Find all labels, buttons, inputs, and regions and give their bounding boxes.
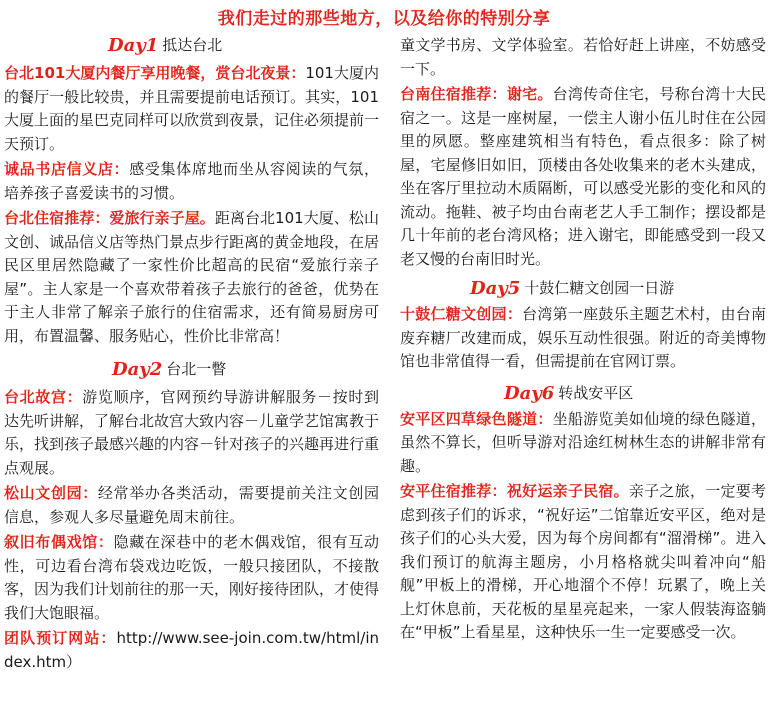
- list-item: [4, 531, 379, 625]
- day6-label: Day6: [504, 382, 555, 404]
- item-text: 经常举办各类活动，需要提前关注文创园信息，参观人多尽量避免周末前往。: [4, 484, 379, 526]
- list-item: [4, 627, 379, 674]
- day5-label: Day5: [470, 278, 521, 299]
- continued-text: 童文学书房、文学体验室。若恰好赶上讲座，不妨感受一下。: [400, 36, 766, 78]
- item-label: 安平住宿推荐：祝好运亲子民宿。: [400, 482, 629, 500]
- list-item: [4, 158, 379, 205]
- item-label: 台北住宿推荐：爱旅行亲子屋。: [4, 209, 215, 227]
- list-item: [4, 386, 379, 480]
- list-item: [4, 482, 379, 529]
- day2-heading: 台北一瞥: [166, 360, 227, 378]
- item-label: 台北101大厦内餐厅享用晚餐，赏台北夜景：: [4, 64, 306, 82]
- list-item: [400, 480, 766, 645]
- item-label: 台北故宫：: [4, 388, 83, 406]
- list-item: [400, 408, 766, 479]
- item-text: http://www.see-join.com.tw/html/index.htm）: [4, 629, 379, 671]
- item-label: 安平区四草绿色隧道：: [400, 409, 553, 428]
- list-item: [400, 83, 766, 271]
- item-label: 台南住宿推荐：谢宅。: [400, 85, 553, 103]
- item-text: 距离台北101大厦、松山文创、诚品信义店等热门景点步行距离的黄金地段，在居民区里居然隐藏了一家性价比超高的民宿“爱旅行亲子屋”。主人家是一个喜欢带着孩子去旅行的爸爸，优势在于主人非常了解亲子旅行的住宿需求，还有简易厨房可用，布置温馨、服务贴心，性价比非常高！: [4, 209, 380, 345]
- day5-heading: 十鼓仁糖文创园一日游: [524, 279, 675, 297]
- list-item: [4, 62, 379, 156]
- day2-header: [112, 358, 379, 380]
- item-text: 隐藏在深巷中的老木偶戏馆，很有互动性，可边看台湾布袋戏边吃饭，一般只接团队，不接散客，因为我们计划前往的那一天，刚好接待团队，才使得我们大饱眼福。: [4, 533, 380, 622]
- item-text: 坐船游览美如仙境的绿色隧道，虽然不算长，但听导游对沿途红树林生态的讲解非常有趣。: [400, 409, 766, 475]
- item-text: 感受集体席地而坐从容阅读的气氛，培养孩子喜爱读书的习惯。: [4, 160, 379, 202]
- item-label: 诚品书店信义店：: [4, 160, 130, 178]
- item-text: 亲子之旅，一定要考虑到孩子们的诉求，“祝好运”二馆靠近安平区，绝对是孩子们的心头大爱，因为每个房间都有“溜滑梯”。进入我们预订的航海主题房，小月格格就尖叫着冲向“船舰”甲板上的滑梯，开心地溜个不停！玩累了，晚上关上灯休息前，天花板的星星亮起来，一家人假装海盗躺在“甲板”上看星星，这种快乐一生一定要感受一次。: [400, 482, 766, 641]
- item-label: 十鼓仁糖文创园：: [400, 305, 523, 323]
- day1-label: Day1: [108, 35, 159, 56]
- item-text: 游览顺序，官网预约导游讲解服务－按时到达先听讲解，了解台北故宫大致内容－儿童学艺馆寓教于乐，找到孩子最感兴趣的内容－针对孩子的兴趣再进行重点观展。: [4, 388, 380, 477]
- day1-heading: 抵达台北: [162, 36, 223, 54]
- day5-header: [470, 277, 766, 299]
- page-title: 我们走过的那些地方，以及给你的特别分享: [217, 9, 551, 29]
- left-column: [4, 34, 379, 676]
- item-text: 101大厦内的餐厅一般比较贵，并且需要提前电话预订。其实，101大厦上面的星巴克同样可以欣赏到夜景，记住必须提前一天预订。: [4, 64, 380, 153]
- item-text: 台湾传奇住宅，号称台湾十大民宿之一。这是一座树屋，一偿主人谢小伍儿时住在公园里的夙愿。整座建筑相当有特色，看点很多：除了树屋，宅屋修旧如旧，顶楼由各处收集来的老木头建成，坐在客厅里拉动木质隔断，可以感受光影的变化和风的流动。拖鞋、被子均由台南老艺人手工制作；摆设都是几十年前的老台湾风格；进入谢宅，即能感受到一段又老又慢的台南旧时光。: [400, 85, 766, 268]
- day2-label: Day2: [112, 359, 163, 380]
- list-item: [4, 207, 379, 348]
- item-label: 松山文创园：: [4, 484, 98, 502]
- list-item: [400, 303, 766, 374]
- day1-header: [108, 34, 379, 56]
- day6-heading: 转战安平区: [558, 383, 634, 402]
- right-column: [400, 34, 766, 647]
- item-text: 台湾第一座鼓乐主题艺术村，由台南废弃糖厂改建而成，娱乐互动性很强。附近的奇美博物馆也非常值得一看，但需提前在官网订票。: [400, 305, 766, 370]
- item-label: 叙旧布偶戏馆：: [4, 533, 114, 551]
- day6-header: [504, 382, 766, 404]
- item-label: 团队预订网站：: [4, 629, 117, 647]
